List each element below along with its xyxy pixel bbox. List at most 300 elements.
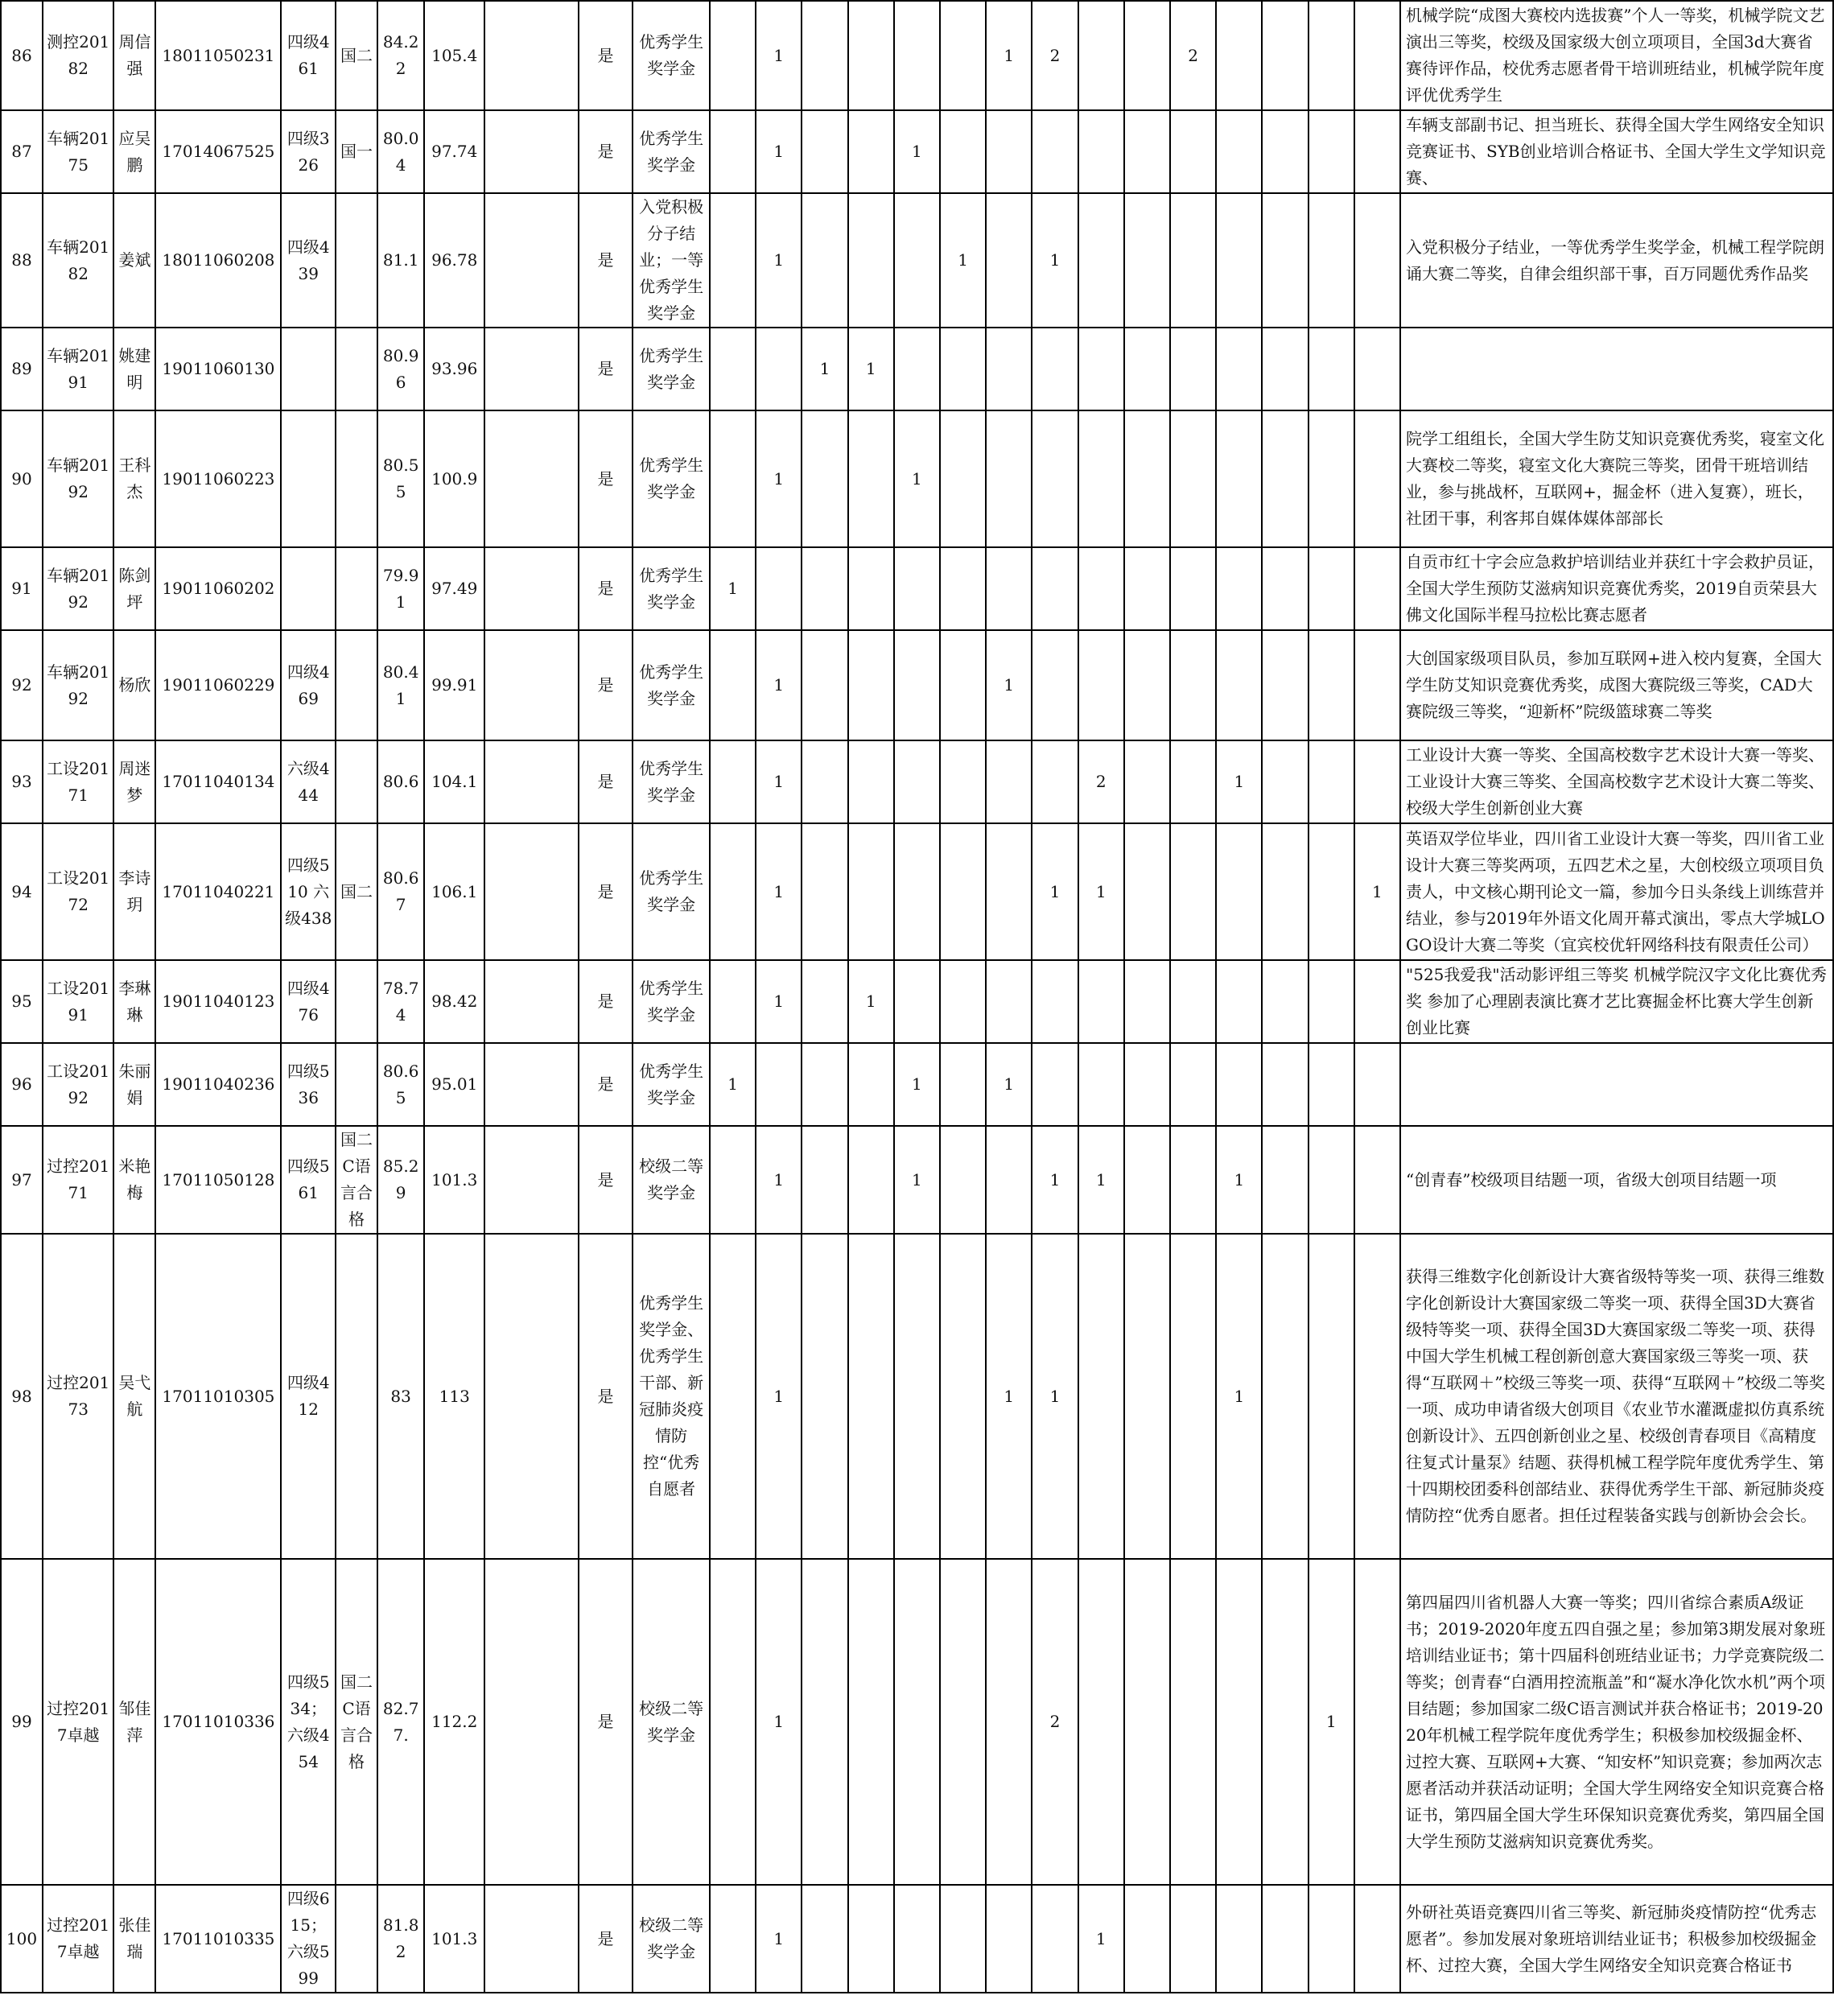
count-cell	[940, 547, 986, 630]
count-cell	[848, 1234, 894, 1559]
count-cell	[1124, 1, 1170, 110]
count-cell	[1354, 1043, 1400, 1126]
award-text: 优秀学生奖学金	[633, 1043, 710, 1126]
computer-level	[336, 960, 377, 1043]
count-cell: 1	[1216, 740, 1262, 823]
computer-level	[336, 193, 377, 328]
count-cell	[710, 1, 756, 110]
count-cell	[940, 1885, 986, 1993]
award-text: 优秀学生奖学金	[633, 110, 710, 193]
computer-level: 国一	[336, 110, 377, 193]
count-cell	[940, 1559, 986, 1885]
count-cell	[1262, 328, 1308, 410]
table-row	[1, 193, 1833, 328]
count-cell	[894, 547, 940, 630]
total-score: 105.4	[424, 1, 484, 110]
total-score: 93.96	[424, 328, 484, 410]
count-cell	[1262, 547, 1308, 630]
count-cell	[1354, 1, 1400, 110]
row-number: 90	[1, 410, 43, 547]
blank-cell	[484, 823, 579, 960]
class-name: 工设20171	[43, 740, 113, 823]
count-cell	[1309, 1885, 1354, 1993]
count-cell	[940, 630, 986, 740]
count-cell	[1216, 328, 1262, 410]
count-cell	[1032, 547, 1078, 630]
count-cell	[802, 1043, 847, 1126]
count-cell	[1124, 110, 1170, 193]
computer-level	[336, 1885, 377, 1993]
count-cell	[1124, 410, 1170, 547]
count-cell	[1216, 110, 1262, 193]
count-cell	[894, 1234, 940, 1559]
student-id: 17011010336	[155, 1559, 281, 1885]
total-score: 112.2	[424, 1559, 484, 1885]
count-cell	[986, 110, 1032, 193]
count-cell	[986, 328, 1032, 410]
count-cell	[1262, 110, 1308, 193]
count-cell	[1078, 1559, 1124, 1885]
count-cell	[1309, 823, 1354, 960]
student-name: 杨欣	[113, 630, 155, 740]
count-cell	[940, 740, 986, 823]
count-cell	[710, 1559, 756, 1885]
count-cell: 1	[848, 328, 894, 410]
student-name: 张佳瑞	[113, 1885, 155, 1993]
count-cell	[802, 1559, 847, 1885]
blank-cell	[484, 1234, 579, 1559]
count-cell: 1	[894, 110, 940, 193]
count-cell	[1354, 547, 1400, 630]
remark-text: 英语双学位毕业，四川省工业设计大赛一等奖，四川省工业设计大赛三等奖两项，五四艺术之星，大创校级立项项目负责人，中文核心期刊论文一篇，参加今日头条线上训练营并结业，参与2019年外语文化周开幕式演出，零点大学城LOGO设计大赛二等奖（宜宾校优轩网络科技有限责任公司）	[1400, 823, 1833, 960]
student-name: 周迷梦	[113, 740, 155, 823]
cet-score: 四级534；六级454	[281, 1559, 336, 1885]
student-name: 米艳梅	[113, 1126, 155, 1234]
table-row	[1, 960, 1833, 1043]
count-cell	[1309, 1234, 1354, 1559]
row-number: 95	[1, 960, 43, 1043]
award-text: 校级二等奖学金	[633, 1559, 710, 1885]
count-cell	[986, 960, 1032, 1043]
count-cell	[1078, 1043, 1124, 1126]
student-id: 19011040236	[155, 1043, 281, 1126]
count-cell	[1216, 960, 1262, 1043]
total-score: 101.3	[424, 1885, 484, 1993]
count-cell	[940, 1, 986, 110]
count-cell: 1	[756, 193, 802, 328]
count-cell	[1216, 1559, 1262, 1885]
average-score: 78.74	[377, 960, 424, 1043]
count-cell	[986, 193, 1032, 328]
count-cell	[848, 193, 894, 328]
count-cell	[802, 1, 847, 110]
count-cell	[1078, 193, 1124, 328]
table-row	[1, 1885, 1833, 1993]
count-cell: 1	[986, 1043, 1032, 1126]
average-score: 80.04	[377, 110, 424, 193]
count-cell	[710, 110, 756, 193]
count-cell: 1	[756, 1885, 802, 1993]
count-cell	[756, 547, 802, 630]
eligible-flag: 是	[579, 547, 633, 630]
count-cell	[1354, 410, 1400, 547]
count-cell: 1	[756, 110, 802, 193]
count-cell	[1262, 1, 1308, 110]
average-score: 80.55	[377, 410, 424, 547]
class-name: 测控20182	[43, 1, 113, 110]
count-cell	[1354, 328, 1400, 410]
award-text: 优秀学生奖学金	[633, 960, 710, 1043]
count-cell	[1354, 960, 1400, 1043]
total-score: 101.3	[424, 1126, 484, 1234]
count-cell	[1354, 630, 1400, 740]
row-number: 87	[1, 110, 43, 193]
count-cell	[802, 740, 847, 823]
remark-text: 机械学院“成图大赛校内选拔赛”个人一等奖，机械学院文艺演出三等奖，校级及国家级大创立项项目，全国3d大赛省赛待评作品，校优秀志愿者骨干培训班结业，机械学院年度评优优秀学生	[1400, 1, 1833, 110]
total-score: 99.91	[424, 630, 484, 740]
count-cell	[1216, 1, 1262, 110]
blank-cell	[484, 960, 579, 1043]
count-cell: 1	[1309, 1559, 1354, 1885]
count-cell	[1309, 1, 1354, 110]
table-row	[1, 1234, 1833, 1559]
student-name: 邹佳萍	[113, 1559, 155, 1885]
student-name: 姜斌	[113, 193, 155, 328]
eligible-flag: 是	[579, 1234, 633, 1559]
count-cell	[1309, 547, 1354, 630]
count-cell	[1354, 1234, 1400, 1559]
count-cell: 1	[986, 1234, 1032, 1559]
count-cell	[986, 1559, 1032, 1885]
count-cell	[894, 328, 940, 410]
count-cell	[986, 1885, 1032, 1993]
count-cell	[802, 1885, 847, 1993]
count-cell	[1170, 193, 1216, 328]
count-cell	[1124, 1885, 1170, 1993]
total-score: 106.1	[424, 823, 484, 960]
cet-score: 四级536	[281, 1043, 336, 1126]
count-cell	[848, 1559, 894, 1885]
count-cell	[1262, 960, 1308, 1043]
count-cell	[894, 740, 940, 823]
remark-text: 获得三维数字化创新设计大赛省级特等奖一项、获得三维数字化创新设计大赛国家级二等奖一项、获得全国3D大赛省级特等奖一项、获得全国3D大赛国家级二等奖一项、获得中国大学生机械工程创新创意大赛国家级三等奖一项、获得“互联网＋”校级三等奖一项、获得“互联网＋”校级二等奖一项、成功申请省级大创项目《农业节水灌溉虚拟仿真系统创新设计》、五四创新创业之星、校级创青春项目《高精度往复式计量泵》结题、获得机械工程学院年度优秀学生、第十四期校团委科创部结业、获得优秀学生干部、新冠肺炎疫情防控“优秀自愿者。担任过程装备实践与创新协会会长。	[1400, 1234, 1833, 1559]
award-text: 优秀学生奖学金	[633, 410, 710, 547]
count-cell: 1	[940, 193, 986, 328]
remark-text: “创青春”校级项目结题一项，省级大创项目结题一项	[1400, 1126, 1833, 1234]
count-cell: 1	[894, 410, 940, 547]
award-text: 优秀学生奖学金、优秀学生干部、新冠肺炎疫情防控“优秀自愿者	[633, 1234, 710, 1559]
eligible-flag: 是	[579, 1126, 633, 1234]
count-cell	[1170, 630, 1216, 740]
blank-cell	[484, 1, 579, 110]
remark-text: 工业设计大赛一等奖、全国高校数字艺术设计大赛一等奖、工业设计大赛三等奖、全国高校数字艺术设计大赛二等奖、校级大学生创新创业大赛	[1400, 740, 1833, 823]
total-score: 97.74	[424, 110, 484, 193]
count-cell	[940, 1126, 986, 1234]
count-cell	[1124, 1043, 1170, 1126]
count-cell	[1262, 1126, 1308, 1234]
student-id: 17011040221	[155, 823, 281, 960]
award-text: 优秀学生奖学金	[633, 740, 710, 823]
student-name: 应吴鹏	[113, 110, 155, 193]
count-cell	[1032, 630, 1078, 740]
average-score: 80.96	[377, 328, 424, 410]
count-cell	[894, 823, 940, 960]
student-name: 王科杰	[113, 410, 155, 547]
average-score: 82.77.	[377, 1559, 424, 1885]
count-cell	[710, 823, 756, 960]
count-cell	[1170, 960, 1216, 1043]
average-score: 79.91	[377, 547, 424, 630]
blank-cell	[484, 410, 579, 547]
table-body	[1, 1, 1833, 1993]
count-cell: 1	[802, 328, 847, 410]
count-cell	[940, 328, 986, 410]
total-score: 104.1	[424, 740, 484, 823]
count-cell	[1262, 1559, 1308, 1885]
count-cell	[848, 1126, 894, 1234]
class-name: 车辆20192	[43, 630, 113, 740]
count-cell	[1170, 1043, 1216, 1126]
award-text: 优秀学生奖学金	[633, 1, 710, 110]
count-cell	[1032, 1043, 1078, 1126]
count-cell: 2	[1170, 1, 1216, 110]
count-cell	[710, 1885, 756, 1993]
count-cell	[1309, 960, 1354, 1043]
count-cell: 1	[1032, 1126, 1078, 1234]
eligible-flag: 是	[579, 410, 633, 547]
count-cell	[1032, 960, 1078, 1043]
count-cell	[848, 740, 894, 823]
student-id: 17011010305	[155, 1234, 281, 1559]
eligible-flag: 是	[579, 630, 633, 740]
count-cell	[1124, 823, 1170, 960]
count-cell	[1309, 410, 1354, 547]
count-cell	[802, 1234, 847, 1559]
count-cell: 1	[986, 630, 1032, 740]
count-cell	[1078, 410, 1124, 547]
count-cell	[1170, 823, 1216, 960]
class-name: 车辆20192	[43, 547, 113, 630]
eligible-flag: 是	[579, 1559, 633, 1885]
count-cell	[848, 410, 894, 547]
count-cell: 1	[756, 960, 802, 1043]
count-cell	[940, 823, 986, 960]
count-cell: 2	[1032, 1, 1078, 110]
count-cell	[1309, 328, 1354, 410]
student-name: 陈剑坪	[113, 547, 155, 630]
student-id: 19011060130	[155, 328, 281, 410]
count-cell	[1124, 960, 1170, 1043]
class-name: 工设20191	[43, 960, 113, 1043]
count-cell	[848, 630, 894, 740]
eligible-flag: 是	[579, 1043, 633, 1126]
count-cell	[1262, 1885, 1308, 1993]
eligible-flag: 是	[579, 823, 633, 960]
count-cell: 1	[756, 1234, 802, 1559]
count-cell	[1032, 740, 1078, 823]
count-cell	[1354, 740, 1400, 823]
blank-cell	[484, 1559, 579, 1885]
count-cell	[1309, 1043, 1354, 1126]
count-cell	[1262, 630, 1308, 740]
class-name: 工设20172	[43, 823, 113, 960]
remark-text	[1400, 328, 1833, 410]
award-text: 优秀学生奖学金	[633, 547, 710, 630]
count-cell: 2	[1032, 1559, 1078, 1885]
count-cell	[1170, 1559, 1216, 1885]
count-cell: 1	[848, 960, 894, 1043]
class-name: 车辆20192	[43, 410, 113, 547]
remark-text: "525我爱我"活动影评组三等奖 机械学院汉字文化比赛优秀奖 参加了心理剧表演比赛才艺比赛掘金杯比赛大学生创新创业比赛	[1400, 960, 1833, 1043]
count-cell	[802, 547, 847, 630]
count-cell	[710, 328, 756, 410]
row-number: 86	[1, 1, 43, 110]
blank-cell	[484, 110, 579, 193]
eligible-flag: 是	[579, 110, 633, 193]
count-cell	[1032, 110, 1078, 193]
blank-cell	[484, 740, 579, 823]
remark-text	[1400, 1043, 1833, 1126]
count-cell	[894, 193, 940, 328]
student-id: 19011060223	[155, 410, 281, 547]
count-cell: 1	[1078, 1126, 1124, 1234]
count-cell	[1354, 193, 1400, 328]
total-score: 97.49	[424, 547, 484, 630]
count-cell	[802, 1126, 847, 1234]
count-cell	[848, 1885, 894, 1993]
average-score: 80.65	[377, 1043, 424, 1126]
count-cell	[1262, 410, 1308, 547]
count-cell	[1216, 193, 1262, 328]
count-cell	[986, 547, 1032, 630]
count-cell: 1	[756, 630, 802, 740]
cet-score: 四级326	[281, 110, 336, 193]
count-cell	[1124, 740, 1170, 823]
count-cell	[710, 960, 756, 1043]
class-name: 过控20173	[43, 1234, 113, 1559]
count-cell: 1	[756, 740, 802, 823]
total-score: 98.42	[424, 960, 484, 1043]
count-cell	[1078, 328, 1124, 410]
table-row	[1, 1, 1833, 110]
row-number: 92	[1, 630, 43, 740]
award-text: 优秀学生奖学金	[633, 630, 710, 740]
count-cell: 1	[1216, 1126, 1262, 1234]
count-cell	[848, 110, 894, 193]
count-cell	[756, 1043, 802, 1126]
student-name: 李琳琳	[113, 960, 155, 1043]
average-score: 81.1	[377, 193, 424, 328]
total-score: 100.9	[424, 410, 484, 547]
count-cell: 1	[1032, 193, 1078, 328]
count-cell: 1	[1216, 1234, 1262, 1559]
count-cell	[1354, 1559, 1400, 1885]
remark-text: 自贡市红十字会应急救护培训结业并获红十字会救护员证，全国大学生预防艾滋病知识竞赛优秀奖，2019自贡荣县大佛文化国际半程马拉松比赛志愿者	[1400, 547, 1833, 630]
average-score: 81.82	[377, 1885, 424, 1993]
cet-score: 四级615；六级599	[281, 1885, 336, 1993]
count-cell	[802, 630, 847, 740]
class-name: 车辆20175	[43, 110, 113, 193]
count-cell	[1078, 630, 1124, 740]
count-cell	[848, 547, 894, 630]
count-cell	[710, 1126, 756, 1234]
total-score: 113	[424, 1234, 484, 1559]
count-cell	[1309, 630, 1354, 740]
student-id: 17011040134	[155, 740, 281, 823]
student-name: 吴弋航	[113, 1234, 155, 1559]
count-cell	[802, 193, 847, 328]
count-cell	[1170, 740, 1216, 823]
count-cell	[1032, 410, 1078, 547]
row-number: 89	[1, 328, 43, 410]
count-cell	[710, 193, 756, 328]
table-row	[1, 110, 1833, 193]
count-cell	[940, 410, 986, 547]
student-id: 18011060208	[155, 193, 281, 328]
count-cell	[894, 1, 940, 110]
computer-level	[336, 1234, 377, 1559]
count-cell: 1	[986, 1, 1032, 110]
count-cell	[1216, 1885, 1262, 1993]
count-cell	[710, 1234, 756, 1559]
count-cell	[756, 328, 802, 410]
blank-cell	[484, 193, 579, 328]
row-number: 94	[1, 823, 43, 960]
computer-level: 国二	[336, 823, 377, 960]
count-cell	[1354, 1885, 1400, 1993]
count-cell	[986, 1126, 1032, 1234]
count-cell	[802, 410, 847, 547]
table-row	[1, 410, 1833, 547]
count-cell: 1	[710, 547, 756, 630]
cet-score: 四级561	[281, 1126, 336, 1234]
student-name: 李诗玥	[113, 823, 155, 960]
count-cell	[1170, 328, 1216, 410]
count-cell	[848, 1043, 894, 1126]
table-row	[1, 1043, 1833, 1126]
cet-score: 四级412	[281, 1234, 336, 1559]
eligible-flag: 是	[579, 328, 633, 410]
row-number: 96	[1, 1043, 43, 1126]
student-name: 周信强	[113, 1, 155, 110]
count-cell	[1216, 547, 1262, 630]
remark-text: 车辆支部副书记、担当班长、获得全国大学生网络安全知识竞赛证书、SYB创业培训合格证书、全国大学生文学知识竞赛、	[1400, 110, 1833, 193]
award-text: 优秀学生奖学金	[633, 328, 710, 410]
count-cell	[802, 823, 847, 960]
count-cell	[1262, 1234, 1308, 1559]
average-score: 83	[377, 1234, 424, 1559]
cet-score: 四级469	[281, 630, 336, 740]
eligible-flag: 是	[579, 960, 633, 1043]
cet-score: 四级476	[281, 960, 336, 1043]
count-cell: 1	[894, 1043, 940, 1126]
count-cell	[802, 110, 847, 193]
student-name: 朱丽娟	[113, 1043, 155, 1126]
count-cell: 1	[756, 1126, 802, 1234]
count-cell: 1	[756, 1559, 802, 1885]
class-name: 过控2017卓越	[43, 1559, 113, 1885]
count-cell	[986, 823, 1032, 960]
count-cell	[1309, 193, 1354, 328]
class-name: 车辆20191	[43, 328, 113, 410]
table-row	[1, 1559, 1833, 1885]
computer-level	[336, 740, 377, 823]
count-cell	[894, 1559, 940, 1885]
table-row	[1, 823, 1833, 960]
count-cell	[1170, 410, 1216, 547]
cet-score: 四级510 六级438	[281, 823, 336, 960]
class-name: 过控20171	[43, 1126, 113, 1234]
